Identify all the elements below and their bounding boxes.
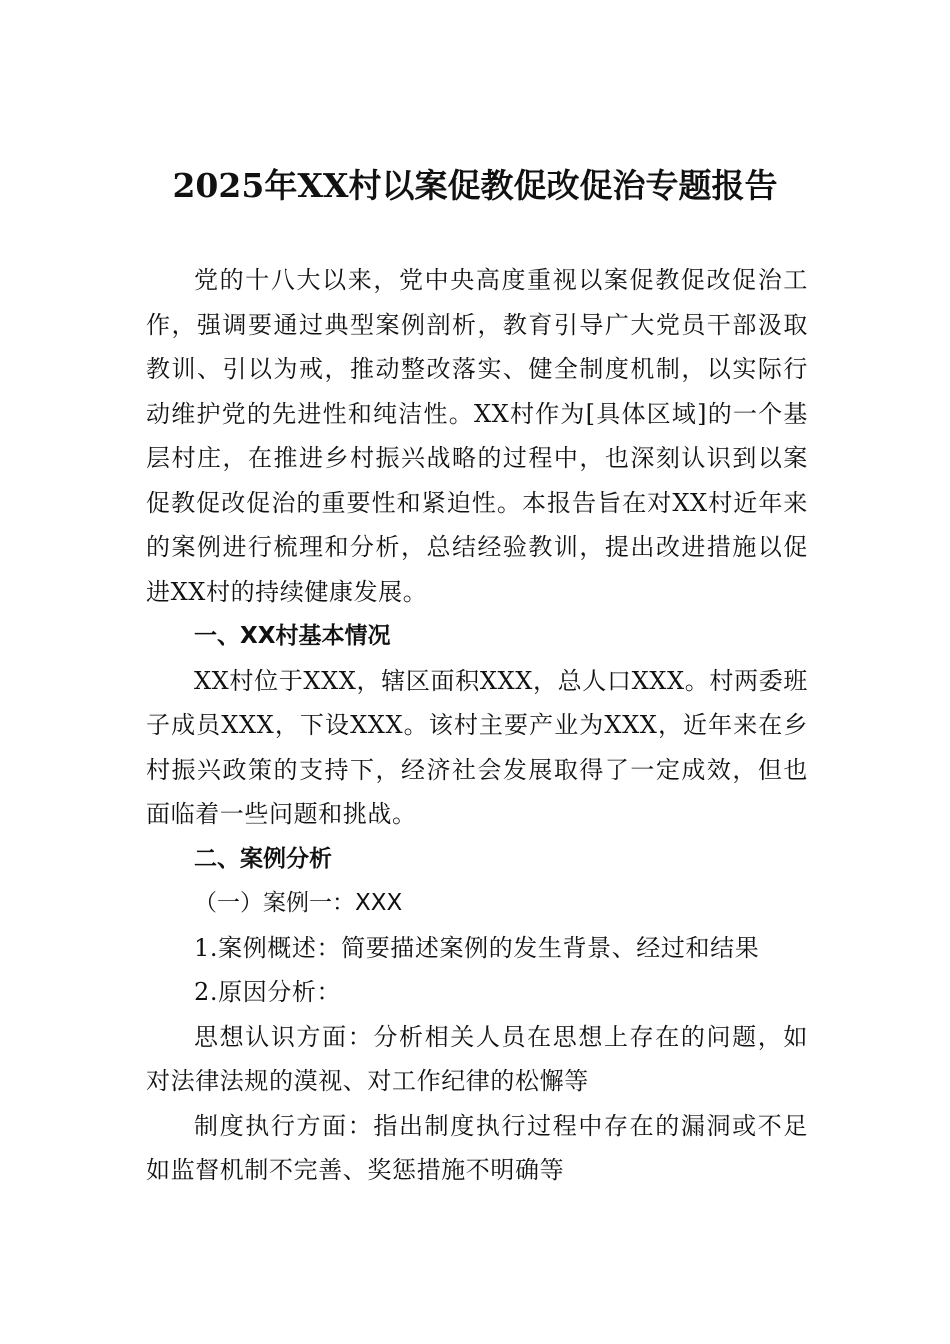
case1-heading: （一）案例一：XXX <box>194 890 403 916</box>
section1-heading: 一、XX村基本情况 <box>194 623 391 649</box>
case1-cause-system: 制度执行方面：指出制度执行过程中存在的漏洞或不足如监督机制不完善、奖惩措施不明确等 <box>146 1111 808 1184</box>
case1-cause-thought: 思想认识方面：分析相关人员在思想上存在的问题，如对法律法规的漠视、对工作纪律的松懈等 <box>146 1022 808 1095</box>
document-title: 2025年XX村以案促教促改促治专题报告 <box>172 166 778 205</box>
document-body <box>146 258 808 1193</box>
case1-cause-label: 2.原因分析： <box>194 978 342 1006</box>
intro-paragraph: 党的十八大以来，党中央高度重视以案促教促改促治工作，强调要通过典型案例剖析，教育引导广大党员干部汲取教训、引以为戒，推动整改落实、健全制度机制，以实际行动维护党的先进性和纯洁性。XX村作为[具体区域]的一个基层村庄，在推进乡村振兴战略的过程中，也深刻认识到以案促教促改促治的重要性和紧迫性。本报告旨在对XX村近年来的案例进行梳理和分析，总结经验教训，提出改进措施以促进XX村的持续健康发展。 <box>146 266 808 606</box>
case1-overview: 1.案例概述：简要描述案例的发生背景、经过和结果 <box>194 933 760 962</box>
section2-heading: 二、案例分析 <box>194 845 332 872</box>
section1-paragraph: XX村位于XXX，辖区面积XXX，总人口XXX。村两委班子成员XXX，下设XXX。该村主要产业为XXX，近年来在乡村振兴政策的支持下，经济社会发展取得了一定成效，但也面临着一些问题和挑战。 <box>146 666 808 828</box>
